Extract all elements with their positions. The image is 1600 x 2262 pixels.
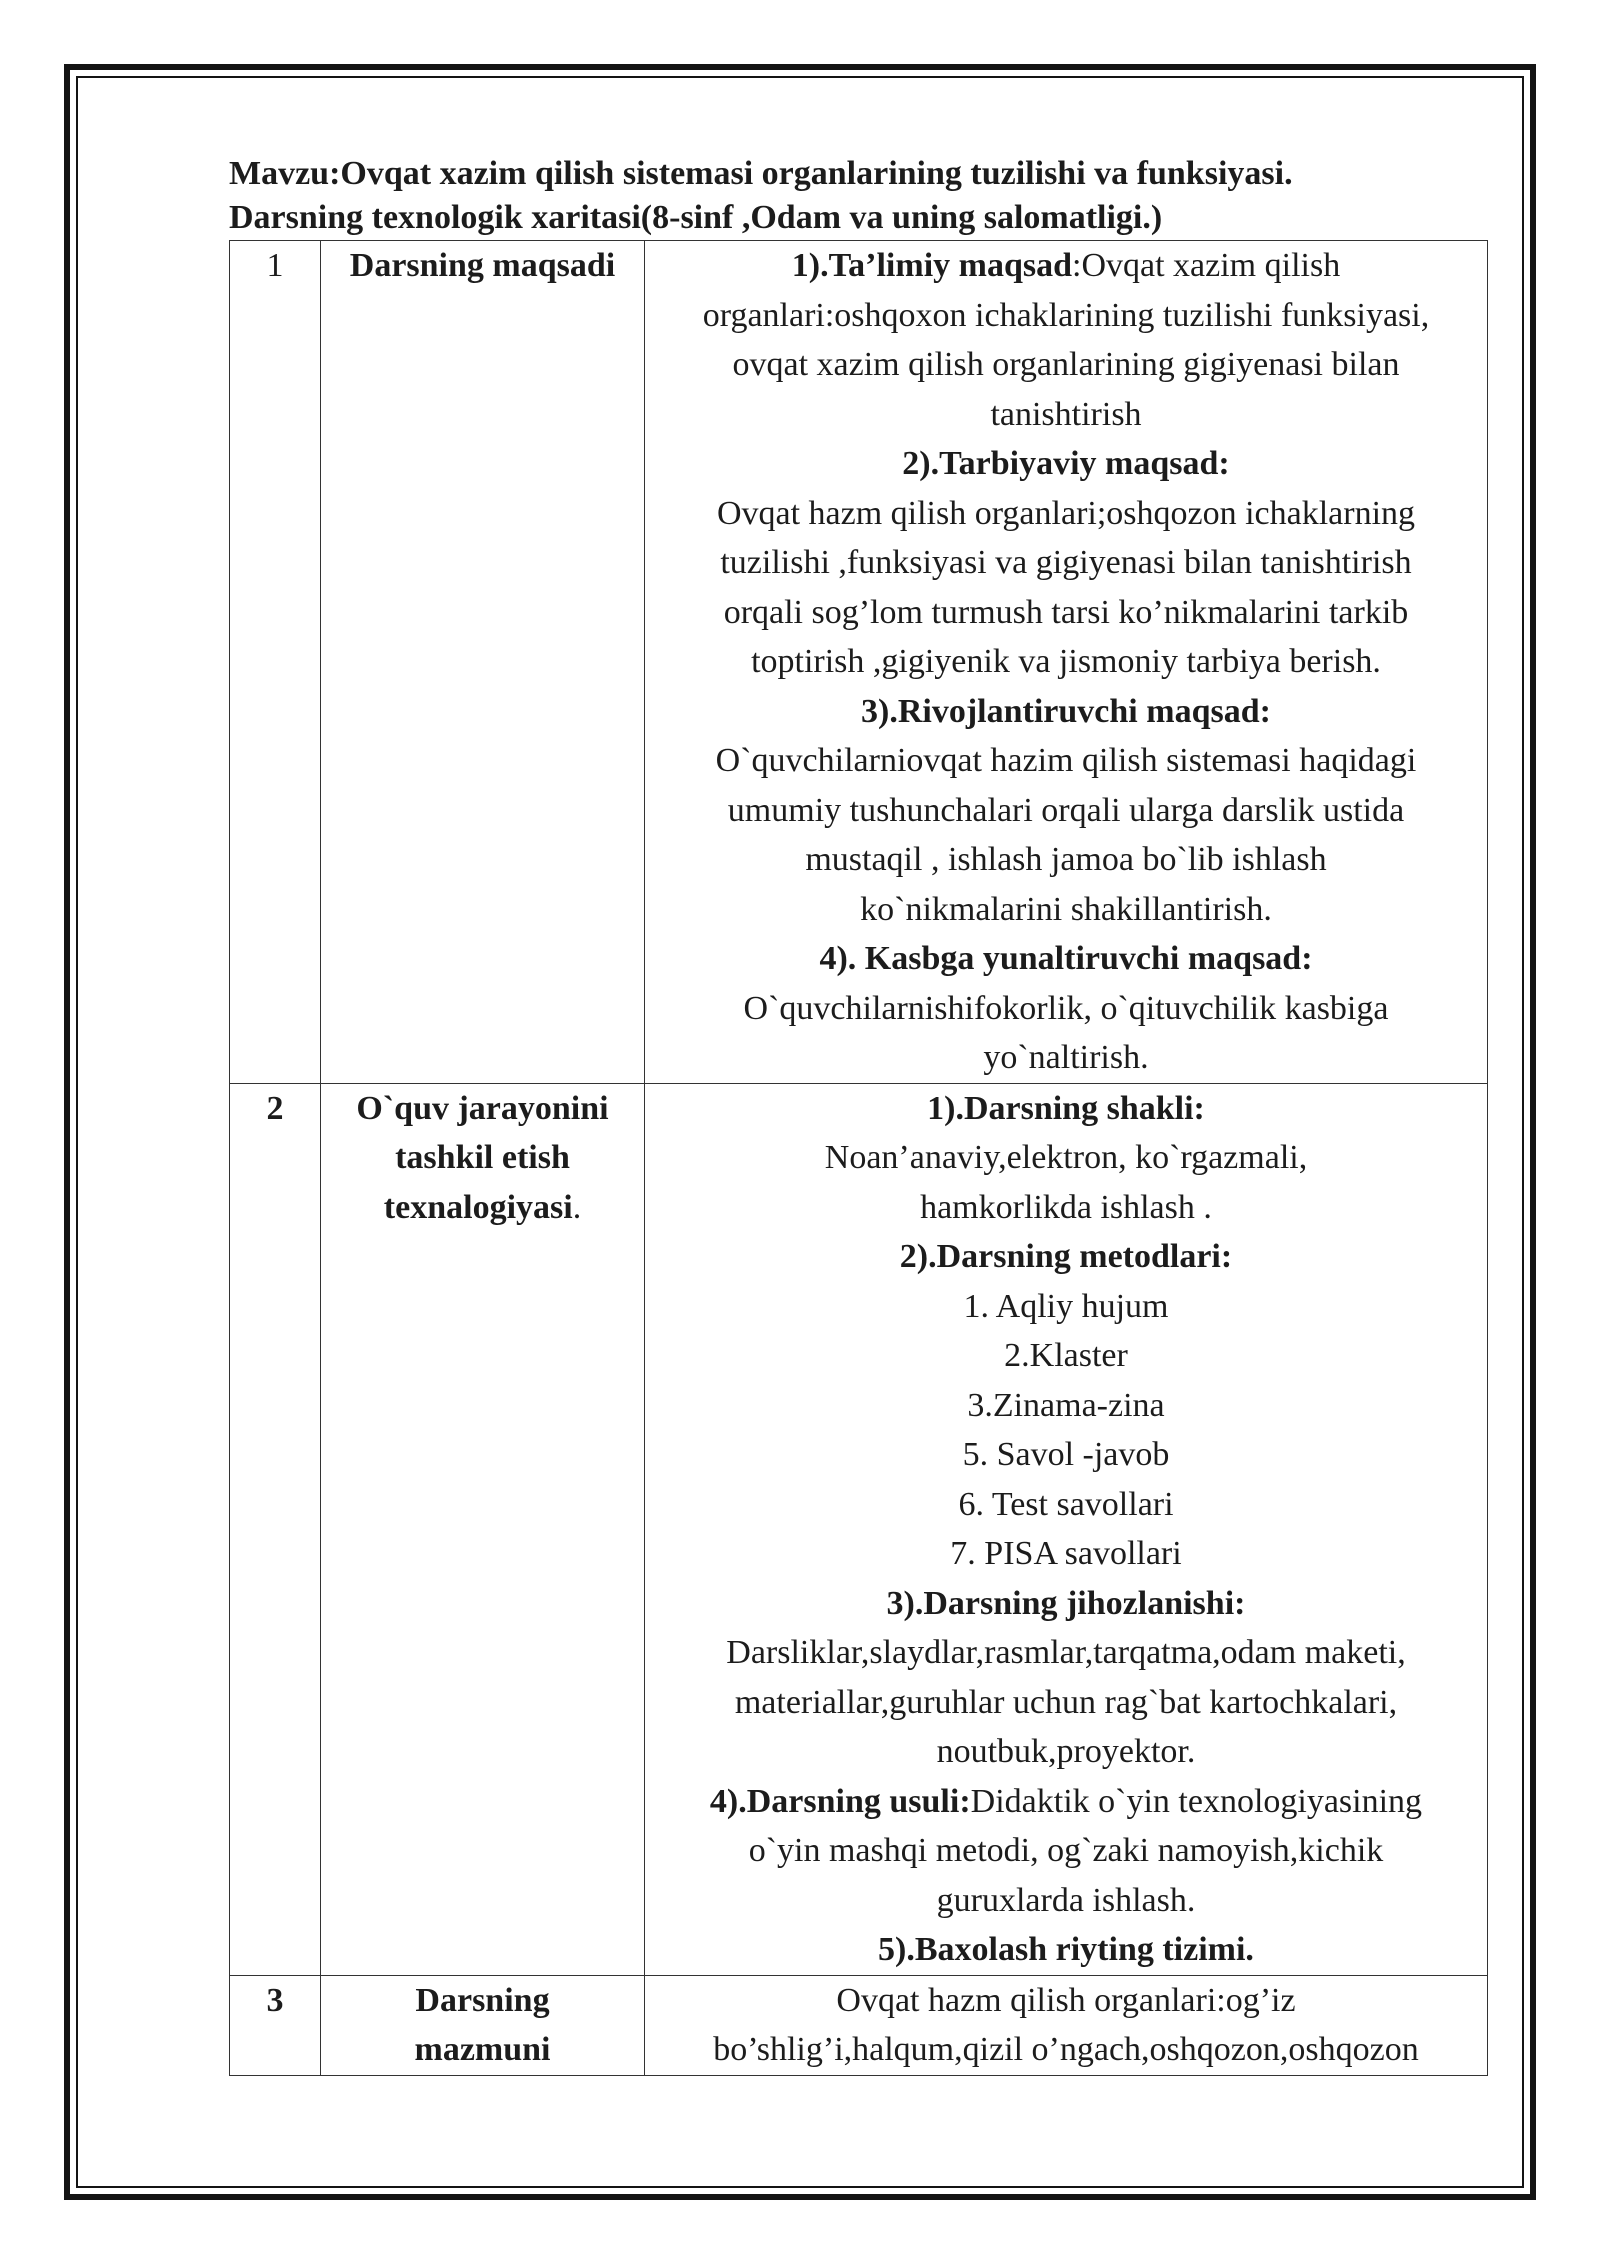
topic-line: O`quv jarayonini	[356, 1089, 609, 1127]
topic-title: Mavzu:Ovqat xazim qilish sistemasi organlarining tuzilishi va funksiyasi.	[229, 155, 1293, 192]
career-goal-label: 4). Kasbga yunaltiruvchi maqsad:	[819, 940, 1313, 977]
lesson-form-label: 1).Darsning shakli:	[927, 1089, 1205, 1127]
table-row-content	[230, 1975, 1488, 2075]
grading-system-label: 5).Baxolash riyting tizimi.	[878, 1931, 1254, 1968]
lesson-approach-text: Didaktik o`yin texnologiyasining	[970, 1782, 1423, 1820]
lesson-plan-table	[229, 240, 1488, 2076]
developmental-goal-label: 3).Rivojlantiruvchi maqsad:	[861, 692, 1271, 730]
lesson-methods-label: 2).Darsning metodlari:	[899, 1238, 1233, 1275]
goal-text-line: ko`nikmalarini shakillantirish.	[860, 890, 1272, 928]
goal-text-line: orqali sog’lom turmush tarsi ko’nikmalarini tarkib	[723, 593, 1409, 631]
goal-text-line: tuzilishi ,funksiyasi va gigiyenasi bilan tanishtirish	[720, 544, 1412, 581]
method-item: 2.Klaster	[1004, 1337, 1128, 1374]
organization-cell	[645, 1083, 1488, 1975]
topic-line: mazmuni	[414, 2031, 551, 2068]
content-line: bo’shlig’i,halqum,qizil o’ngach,oshqozon,oshqozon	[713, 2031, 1419, 2068]
equipment-line: materiallar,guruhlar uchun rag`bat kartochkalari,	[734, 1683, 1398, 1721]
method-item: 6. Test savollari	[958, 1485, 1174, 1523]
topic-line-suffix: .	[572, 1188, 582, 1226]
approach-line: guruxlarda ishlash.	[936, 1881, 1196, 1919]
goal-text-line: tanishtirish	[990, 395, 1142, 433]
topic-line-text: texnalogiyasi	[383, 1188, 573, 1226]
table-row-organization	[230, 1083, 1488, 1975]
goal-text-line: organlari:oshqoxon ichaklarining tuzilishi funksiyasi,	[702, 296, 1430, 334]
goal-text-line: O`quvchilarnishifokorlik, o`qituvchilik kasbiga	[743, 989, 1389, 1027]
content-line: Ovqat hazm qilish organlari:og’iz	[836, 1981, 1296, 2019]
upbringing-goal-label: 2).Tarbiyaviy maqsad:	[902, 445, 1230, 482]
topic-line: tashkil etish	[395, 1139, 570, 1176]
educational-goal-line	[653, 241, 1479, 291]
row-topic	[321, 1083, 645, 1975]
row-topic	[321, 241, 645, 1084]
method-item: 7. PISA savollari	[950, 1535, 1182, 1572]
goal-text-line: ovqat xazim qilish organlarining gigiyenasi bilan	[732, 346, 1400, 383]
goal-text-line: mustaqil , ishlash jamoa bo`lib ishlash	[805, 841, 1327, 878]
educational-goal-label: 1).Ta’limiy maqsad	[791, 247, 1073, 284]
equipment-line: Darsliklar,slaydlar,rasmlar,tarqatma,odam maketi,	[726, 1634, 1406, 1671]
method-item: 5. Savol -javob	[962, 1436, 1170, 1473]
content-cell	[645, 1975, 1488, 2075]
row-number: 3	[230, 1975, 321, 2075]
approach-line: o`yin mashqi metodi, og`zaki namoyish,kichik	[748, 1832, 1384, 1869]
lesson-form-line: Noan’anaviy,elektron, ko`rgazmali,	[824, 1139, 1308, 1176]
lesson-form-line: hamkorlikda ishlash .	[920, 1188, 1212, 1226]
table-row-goals	[230, 241, 1488, 1084]
method-item: 1. Aqliy hujum	[963, 1287, 1169, 1325]
lesson-approach-label: 4).Darsning usuli:	[709, 1782, 971, 1820]
row-number: 2	[230, 1083, 321, 1975]
row-number: 1	[230, 241, 321, 1084]
method-item: 3.Zinama-zina	[967, 1386, 1165, 1424]
document-heading	[229, 152, 1489, 240]
equipment-line: noutbuk,proyektor.	[936, 1733, 1196, 1770]
goal-text-line: umumiy tushunchalari orqali ularga darslik ustida	[727, 791, 1405, 829]
goal-text-line: yo`naltirish.	[983, 1039, 1149, 1076]
lesson-approach-line	[653, 1777, 1479, 1827]
row-topic	[321, 1975, 645, 2075]
topic-line: Darsning maqsadi	[349, 247, 616, 284]
lesson-equipment-label: 3).Darsning jihozlanishi:	[886, 1584, 1246, 1622]
topic-line: Darsning	[415, 1981, 550, 2019]
topic-line	[329, 1183, 636, 1233]
technology-map-title: Darsning texnologik xaritasi(8-sinf ,Odam va uning salomatligi.)	[229, 199, 1163, 236]
goal-text-line: O`quvchilarniovqat hazim qilish sistemasi haqidagi	[715, 742, 1417, 779]
goal-text-line: Ovqat hazm qilish organlari;oshqozon ichaklarning	[716, 494, 1416, 532]
goal-text-line: toptirish ,gigiyenik va jismoniy tarbiya berish.	[751, 643, 1381, 680]
document-body	[229, 152, 1489, 2076]
goals-cell	[645, 241, 1488, 1084]
educational-goal-text: :Ovqat xazim qilish	[1072, 247, 1341, 284]
